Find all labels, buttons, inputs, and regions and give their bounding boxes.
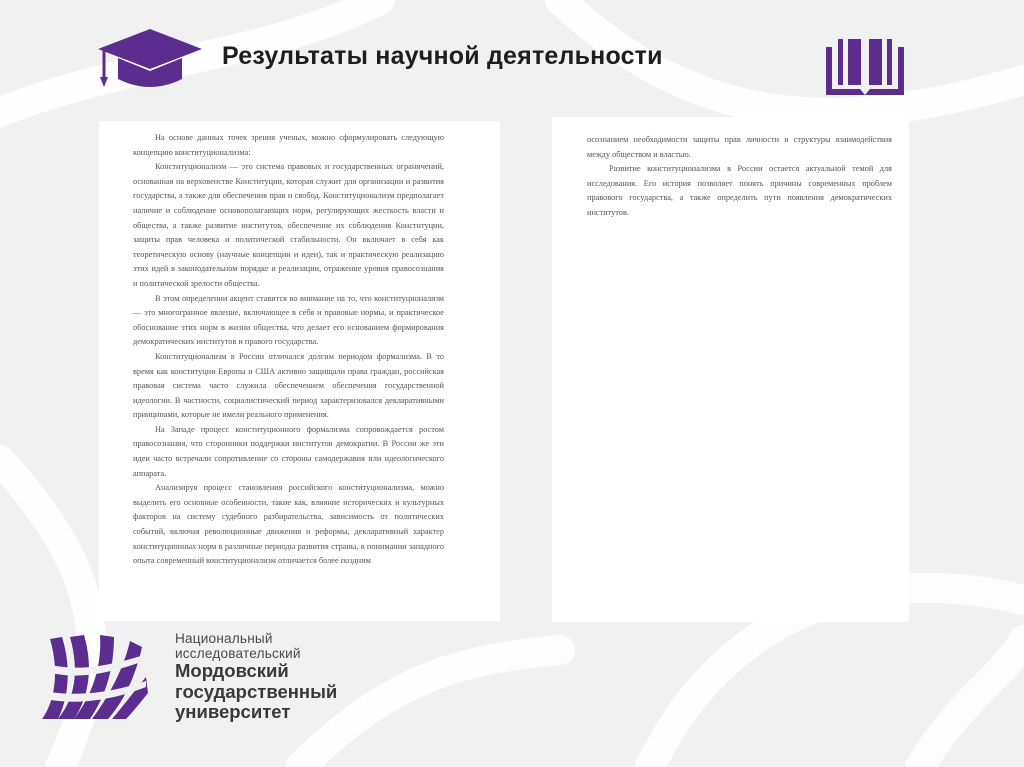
university-logo-icon (40, 633, 148, 723)
logo-line: Мордовский (175, 660, 289, 681)
logo-line: университет (175, 701, 291, 722)
paragraph: На Западе процесс конституционного формализма сопровождается ростом правосознания, что сторонники поддержки институтов демократии. В России же эти идеи часто встречали сопротивление со стороны самодержавия или идеологического аппарата. (133, 424, 444, 478)
logo-line: государственный (175, 680, 338, 702)
logo-line: исследовательский (175, 646, 301, 661)
university-name (175, 631, 337, 723)
paragraph: Конституционализм — это система правовых и государственных ограничений, основанная на верховенстве Конституции, которая служит для организации и развития государства, а также для обеспечения прав и свобод. Конституционализм предполагает наличие и соблюдение основополагающих норм, регулирующих жесткость власти и общества, а также развитие институтов, обеспечение их соблюдения Конституции, защиты прав человека и политической стабильности. Он включает в себя как теоретическую основу (научные концепции и идеи), так и практическую реализацию этих идей в законодательном порядке и реализации, отражение уровня правосознания и политической зрелости общества. (133, 162, 444, 288)
paragraph: Развитие конституционализма в России остается актуальной темой для исследования. Его история позволяет понять причины современных проблем правового государства, а также определить пути появления демократических институтов. (587, 164, 892, 217)
paragraph: осознанием необходимости защиты прав личности и структуры взаимодействия между обществом и властью. (587, 135, 892, 159)
open-book-icon (826, 37, 904, 97)
paragraph: На основе данных точек зрения ученых, можно сформулировать следующую концепцию конституционализма: (133, 133, 444, 157)
page-title: Результаты научной деятельности (222, 42, 663, 70)
document-page-left (99, 121, 500, 621)
graduation-cap-icon (98, 27, 202, 91)
logo-line: Национальный (175, 631, 273, 646)
paragraph: Конституционализм в России отличался долгим периодом формализма. В то время как конституции Европы и США активно защищали права граждан, российская правовая система часто служила обеспечением обеспечения государственной идеологии. В частности, социалистический период характеризовался декларативными принципами, которые не имели реального применения. (133, 351, 444, 420)
paragraph: В этом определении акцент ставится во внимание на то, что конституционализм — это многогранное явление, включающее в себя и правовые нормы, и практическое обоснование этих норм в жизни общества, что делает его основанием формирования демократических институтов и правого государства. (133, 293, 444, 347)
paragraph: Анализируя процесс становления российского конституционализма, можно выделить его основные особенности, такие как, влияние исторических и культурных факторов на систему судебного разбирательства, зависимость от политических событий, включая революционные движения и реформы, декларативный характер конституционных норм в различные периоды развития страны, в понимании западного опыта современный конституционализм отличается более поздним (133, 483, 444, 566)
document-page-right (552, 117, 909, 622)
